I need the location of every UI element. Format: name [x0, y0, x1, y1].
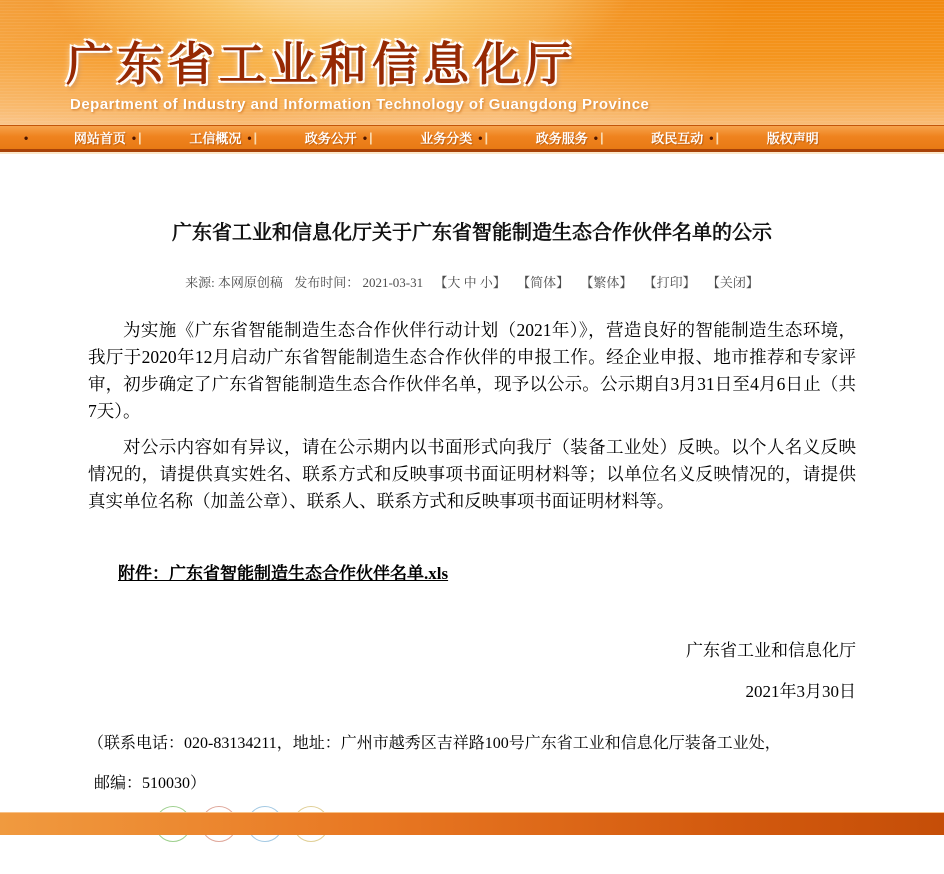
- nav-underline: [0, 152, 944, 154]
- footer-bar: [0, 812, 944, 835]
- nav-separator: |: [369, 130, 373, 145]
- nav-bullet: •: [24, 130, 29, 145]
- font-size-control[interactable]: 【大 中 小】: [434, 275, 506, 290]
- nav-item-business[interactable]: 业务分类: [420, 131, 473, 146]
- nav-item-home[interactable]: 网站首页: [73, 131, 126, 146]
- nav-item-services[interactable]: 政务服务: [535, 131, 588, 146]
- nav-separator: |: [138, 130, 142, 145]
- article-publish-time: 发布时间： 2021-03-31: [294, 275, 424, 290]
- nav-bullet: •: [247, 130, 252, 145]
- contact-info: [88, 730, 884, 793]
- nav-separator: |: [599, 130, 604, 145]
- nav-bullet: •: [131, 130, 137, 145]
- nav-separator: |: [253, 130, 258, 145]
- nav-bullet: •: [478, 130, 483, 145]
- nav-item-copyright[interactable]: 版权声明: [766, 131, 819, 146]
- signature-organization: 广东省工业和信息化厅: [686, 641, 856, 660]
- traditional-chinese-button[interactable]: 【繁体】: [580, 275, 633, 290]
- article-meta: [0, 272, 944, 291]
- signature-date: 2021年3月30日: [745, 682, 856, 701]
- site-title: 广东省工业和信息化厅: [66, 38, 576, 90]
- nav-item-gov-affairs[interactable]: 政务公开: [304, 131, 357, 146]
- nav-bullet: •: [709, 130, 714, 145]
- article-page: [0, 216, 944, 874]
- contact-line1: （联系电话：020-83134211，地址：广州市越秀区吉祥路100号广东省工业和信息化厅装备工业处，: [88, 735, 781, 752]
- nav-item-interaction[interactable]: 政民互动: [651, 131, 704, 146]
- article-paragraph: 对公示内容如有异议，请在公示期内以书面形式向我厅（装备工业处）反映。以个人名义反映情况的，请提供真实姓名、联系方式和反映事项书面证明材料等；以单位名义反映情况的，请提供真实单位名称（加盖公章）、联系人、联系方式和反映事项书面证明材料等。: [88, 437, 856, 511]
- attachment-row: [118, 559, 856, 584]
- close-button[interactable]: 【关闭】: [706, 275, 759, 290]
- article-paragraph: 为实施《广东省智能制造生态合作伙伴行动计划（2021年）》，营造良好的智能制造生态环境，我厅于2020年12月启动广东省智能制造生态合作伙伴的申报工作。经企业申报、地市推荐和专家评审，初步确定了广东省智能制造生态合作伙伴名单，现予以公示。公示期自3月31日至4月6日止（共7天）。: [88, 320, 856, 421]
- article-body: [88, 317, 856, 515]
- signature-block: [0, 636, 856, 702]
- nav-bullet: •: [593, 130, 598, 145]
- print-button[interactable]: 【打印】: [643, 275, 696, 290]
- article-source: 来源: 本网原创稿: [185, 275, 283, 290]
- site-banner: [0, 0, 944, 126]
- contact-line2: 邮编：510030）: [94, 775, 207, 792]
- simplified-chinese-button[interactable]: 【简体】: [517, 275, 570, 290]
- nav-separator: |: [715, 130, 720, 145]
- nav-separator: |: [484, 130, 489, 145]
- main-nav: [0, 126, 944, 152]
- nav-item-overview[interactable]: 工信概况: [189, 131, 242, 146]
- nav-bullet: •: [362, 130, 368, 145]
- article-title: 广东省工业和信息化厅关于广东省智能制造生态合作伙伴名单的公示: [172, 222, 772, 244]
- attachment-link[interactable]: 附件：广东省智能制造生态合作伙伴名单.xls: [118, 564, 449, 583]
- site-subtitle-english: Department of Industry and Information Technology of Guangdong Province: [70, 96, 650, 113]
